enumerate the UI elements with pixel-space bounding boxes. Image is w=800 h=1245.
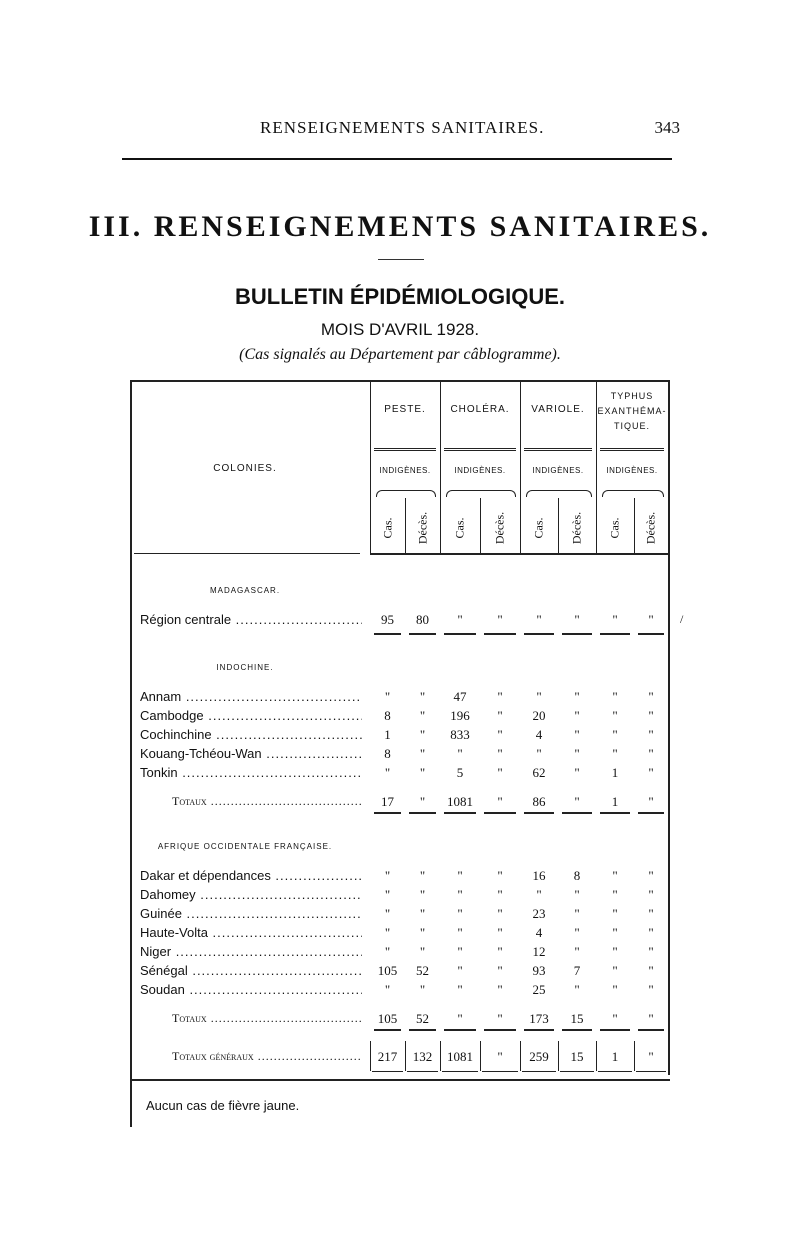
value-cell: 23 (532, 906, 546, 921)
table-top-border (130, 380, 670, 382)
value-cell: " (497, 612, 503, 627)
ornament-rule (378, 259, 424, 260)
group-heading: AFRIQUE OCCIDENTALE FRANÇAISE. (157, 842, 333, 851)
running-header (120, 118, 680, 144)
value-cell: 52 (416, 963, 429, 978)
value-cell: " (384, 765, 391, 780)
value-cell: 86 (532, 794, 546, 809)
value-cell: " (648, 1049, 654, 1064)
value-cell: " (419, 765, 426, 780)
value-cell: " (457, 925, 463, 940)
subheading-cell (596, 503, 634, 553)
section-rule (374, 812, 401, 814)
grand-total-rule (372, 1071, 403, 1072)
row-label: Guinée ..... (140, 906, 362, 921)
table-row (140, 727, 670, 745)
typhus-heading-line: TIQUE. (613, 421, 650, 431)
value-cell: 1 (611, 794, 619, 809)
section-rule (562, 812, 592, 814)
value-cell: 1 (611, 1049, 619, 1064)
section-rule (409, 1029, 436, 1031)
value-cell: 5 (456, 765, 464, 780)
table-row (140, 868, 670, 886)
value-cell: " (536, 612, 542, 627)
row-label: Cambodge ..... (140, 708, 362, 723)
value-cell: " (574, 906, 580, 921)
value-cell: 1081 (447, 1049, 473, 1064)
disease-heading: CHOLÉRA. (450, 404, 510, 415)
section-title: III. RENSEIGNEMENTS SANITAIRES. (88, 210, 712, 243)
value-cell: 25 (532, 982, 546, 997)
value-cell: " (648, 906, 654, 921)
colonies-heading: COLONIES. (213, 463, 277, 474)
grand-total-divider (596, 1041, 597, 1071)
row-label: Kouang-Tchéou-Wan ..... (140, 746, 362, 761)
value-cell: " (648, 794, 654, 809)
indigenes-brace (526, 490, 592, 497)
table-row (140, 906, 670, 924)
grand-total-divider (405, 1041, 406, 1071)
section-rule (524, 633, 554, 635)
subheading-label: Cas. (380, 517, 394, 539)
group-heading: MADAGASCAR. (209, 586, 281, 595)
grand-total-divider (370, 1041, 371, 1071)
grand-total-divider (668, 1041, 669, 1071)
value-cell: " (612, 1011, 618, 1026)
value-cell: 173 (529, 1011, 549, 1026)
value-cell: " (419, 708, 426, 723)
value-cell: " (384, 689, 391, 704)
grand-total-rule (560, 1071, 594, 1072)
group-heading: INDOCHINE. (216, 663, 274, 672)
value-cell: 12 (532, 944, 546, 959)
value-cell: " (384, 982, 391, 997)
value-cell: 217 (377, 1049, 398, 1064)
grand-total-divider (440, 1041, 441, 1071)
subheading-cell (634, 503, 668, 553)
value-cell: " (497, 906, 503, 921)
value-cell: " (612, 982, 618, 997)
section-rule (638, 633, 664, 635)
indigenes-brace (602, 490, 664, 497)
table-row (140, 612, 670, 630)
value-cell: " (457, 612, 463, 627)
value-cell: " (457, 944, 463, 959)
row-label: Haute-Volta ..... (140, 925, 362, 940)
value-cell: 15 (570, 1011, 584, 1026)
grand-total-underline (132, 1079, 670, 1081)
page-number: 343 (654, 118, 680, 137)
indigenes-label: INDIGÈNES. (379, 466, 431, 475)
value-cell: 52 (416, 1011, 429, 1026)
subheading-cell (440, 503, 480, 553)
section-rule (484, 812, 516, 814)
section-rule (562, 633, 592, 635)
value-cell: " (648, 1011, 654, 1026)
table-row (140, 689, 670, 707)
section-rule (524, 1029, 554, 1031)
row-label: Tonkin ..... (140, 765, 362, 780)
value-cell: " (648, 887, 654, 902)
value-cell: 1 (384, 727, 391, 742)
value-cell: " (648, 708, 654, 723)
table-row (140, 765, 670, 783)
table-row (140, 963, 670, 981)
section-rule (444, 633, 476, 635)
value-cell: " (648, 765, 654, 780)
value-cell: 4 (535, 925, 543, 940)
section-rule (484, 633, 516, 635)
disease-heading: PESTE. (384, 404, 426, 415)
value-cell: " (457, 982, 463, 997)
value-cell: 15 (570, 1049, 584, 1064)
value-cell: " (497, 746, 503, 761)
value-cell: " (497, 982, 503, 997)
section-rule (484, 1029, 516, 1031)
row-label: Annam ..... (140, 689, 362, 704)
table-left-border (130, 380, 132, 1127)
indigenes-brace (446, 490, 516, 497)
section-rule (444, 1029, 476, 1031)
grand-total-divider (520, 1041, 521, 1071)
subheading-label: Décès. (415, 511, 429, 545)
row-label: Dahomey ..... (140, 887, 362, 902)
value-cell: 20 (532, 708, 546, 723)
footnote: Aucun cas de fièvre jaune. (146, 1098, 300, 1113)
typhus-heading-line: EXANTHÉMA- (597, 406, 667, 416)
value-cell: 8 (384, 708, 391, 723)
value-cell: 95 (381, 612, 394, 627)
value-cell: 105 (377, 1011, 398, 1026)
section-rule (409, 812, 436, 814)
value-cell: 8 (384, 746, 391, 761)
value-cell: " (648, 925, 654, 940)
value-cell: " (648, 944, 654, 959)
value-cell: " (419, 906, 426, 921)
value-cell: 833 (450, 727, 470, 742)
value-cell: " (574, 794, 580, 809)
header-rule (122, 158, 672, 160)
value-cell: " (457, 963, 463, 978)
indigenes-brace (376, 490, 436, 497)
heading-double-rule (444, 448, 516, 451)
value-cell: " (497, 689, 503, 704)
value-cell: " (419, 982, 426, 997)
value-cell: 105 (377, 963, 398, 978)
value-cell: 4 (535, 727, 543, 742)
heading-double-rule (374, 448, 436, 451)
value-cell: " (574, 944, 580, 959)
value-cell: " (497, 727, 503, 742)
section-rule (600, 633, 630, 635)
value-cell: " (384, 868, 391, 883)
value-cell: 93 (532, 963, 546, 978)
value-cell: " (612, 612, 618, 627)
value-cell: " (457, 1011, 463, 1026)
grand-total-rule (636, 1071, 666, 1072)
value-cell: " (612, 746, 618, 761)
value-cell: " (497, 708, 503, 723)
value-cell: 1081 (447, 794, 473, 809)
value-cell: " (648, 612, 654, 627)
value-cell: " (574, 746, 580, 761)
value-cell: " (419, 944, 426, 959)
subheading-label: Cas. (452, 517, 467, 539)
section-rule (444, 812, 476, 814)
indigenes-label: INDIGÈNES. (606, 466, 658, 475)
value-cell: " (419, 925, 426, 940)
value-cell: " (612, 925, 618, 940)
header-rule-right (370, 553, 668, 555)
value-cell: " (419, 689, 426, 704)
value-cell: " (648, 727, 654, 742)
value-cell: " (574, 982, 580, 997)
value-cell: " (497, 765, 503, 780)
value-cell: " (457, 906, 463, 921)
subheading-label: Cas. (607, 517, 622, 539)
value-cell: 17 (381, 794, 394, 809)
value-cell: " (574, 887, 580, 902)
subheading-label: Décès. (569, 511, 584, 545)
subheading-cell (520, 503, 558, 553)
subheading-label: Décès. (492, 511, 507, 545)
value-cell: 8 (573, 868, 581, 883)
indigenes-label: INDIGÈNES. (532, 466, 584, 475)
subheading-cell (370, 503, 405, 553)
indigenes-label: INDIGÈNES. (454, 466, 506, 475)
value-cell: " (497, 944, 503, 959)
value-cell: " (612, 708, 618, 723)
disease-heading: VARIOLE. (531, 404, 585, 415)
value-cell: " (612, 727, 618, 742)
month-title: MOIS D'AVRIL 1928. (320, 320, 480, 339)
header-rule-left (134, 553, 360, 554)
grand-total-divider (634, 1041, 635, 1071)
value-cell: " (457, 887, 463, 902)
section-rule (409, 633, 436, 635)
grand-total-rule (482, 1071, 518, 1072)
value-cell: " (384, 887, 391, 902)
table-row (140, 746, 670, 764)
value-cell: 62 (532, 765, 546, 780)
table-row (140, 887, 670, 905)
value-cell: " (457, 868, 463, 883)
value-cell: " (612, 887, 618, 902)
grand-total-rule (522, 1071, 556, 1072)
value-cell: " (574, 925, 580, 940)
row-label: Région centrale ..... (140, 612, 362, 627)
value-cell: 1 (611, 765, 619, 780)
value-cell: " (536, 689, 542, 704)
value-cell: 196 (450, 708, 470, 723)
row-label: Sénégal ..... (140, 963, 362, 978)
row-label: Totaux ..... (172, 794, 362, 809)
grand-total-divider (558, 1041, 559, 1071)
value-cell: " (497, 1049, 503, 1064)
value-cell: 47 (453, 689, 467, 704)
row-label: Totaux ..... (172, 1011, 362, 1026)
section-rule (374, 1029, 401, 1031)
value-cell: " (497, 794, 503, 809)
value-cell: " (497, 963, 503, 978)
value-cell: " (384, 944, 391, 959)
value-cell: " (497, 1011, 503, 1026)
value-cell: " (497, 887, 503, 902)
value-cell: 259 (529, 1049, 549, 1064)
section-rule (638, 812, 664, 814)
value-cell: " (648, 963, 654, 978)
value-cell: " (497, 868, 503, 883)
value-cell: " (612, 963, 618, 978)
running-title: RENSEIGNEMENTS SANITAIRES. (260, 118, 545, 137)
value-cell: " (419, 887, 426, 902)
heading-double-rule (524, 448, 592, 451)
table-row (140, 944, 670, 962)
row-label: Totaux généraux ..... (172, 1049, 362, 1064)
value-cell: " (419, 794, 426, 809)
subheading-label: Cas. (531, 517, 546, 539)
value-cell: " (419, 727, 426, 742)
subheading-cell (558, 503, 596, 553)
value-cell: 16 (532, 868, 546, 883)
value-cell: " (612, 906, 618, 921)
value-cell: " (536, 746, 542, 761)
section-rule (562, 1029, 592, 1031)
section-rule (600, 812, 630, 814)
value-cell: " (419, 746, 426, 761)
typhus-heading-line: TYPHUS (610, 391, 654, 401)
row-label: Soudan ..... (140, 982, 362, 997)
value-cell: " (497, 925, 503, 940)
row-label: Cochinchine ..... (140, 727, 362, 742)
value-cell: " (419, 868, 426, 883)
totals-row (140, 794, 670, 812)
value-cell: " (648, 982, 654, 997)
heading-double-rule (600, 448, 664, 451)
totals-row (140, 1011, 670, 1029)
value-cell: " (612, 689, 618, 704)
subheading-label: Décès. (643, 511, 658, 545)
bulletin-title: BULLETIN ÉPIDÉMIOLOGIQUE. (234, 284, 565, 309)
section-rule (374, 633, 401, 635)
value-cell: 80 (416, 612, 429, 627)
value-cell: " (457, 746, 463, 761)
value-cell: " (648, 746, 654, 761)
value-cell: " (612, 868, 618, 883)
row-label: Dakar et dépendances ..... (140, 868, 362, 883)
grand-total-rule (598, 1071, 632, 1072)
grand-total-divider (480, 1041, 481, 1071)
value-cell: 132 (412, 1049, 433, 1064)
value-cell: " (574, 612, 580, 627)
value-cell: " (536, 887, 542, 902)
table-row (140, 982, 670, 1000)
grand-total-rule (442, 1071, 478, 1072)
value-cell: " (574, 708, 580, 723)
value-cell: " (612, 944, 618, 959)
subheading-cell (480, 503, 520, 553)
value-cell: " (574, 689, 580, 704)
margin-mark: / (680, 612, 684, 626)
value-cell: " (648, 689, 654, 704)
section-rule (600, 1029, 630, 1031)
value-cell: " (384, 925, 391, 940)
value-cell: " (648, 868, 654, 883)
subtitle: (Cas signalés au Département par câblogramme). (239, 346, 561, 363)
subheading-cell (405, 503, 440, 553)
row-label: Niger ..... (140, 944, 362, 959)
grand-total-rule (407, 1071, 438, 1072)
value-cell: " (574, 727, 580, 742)
table-row (140, 925, 670, 943)
table-row (140, 708, 670, 726)
value-cell: " (574, 765, 580, 780)
value-cell: 7 (573, 963, 581, 978)
value-cell: " (384, 906, 391, 921)
section-rule (524, 812, 554, 814)
section-rule (638, 1029, 664, 1031)
